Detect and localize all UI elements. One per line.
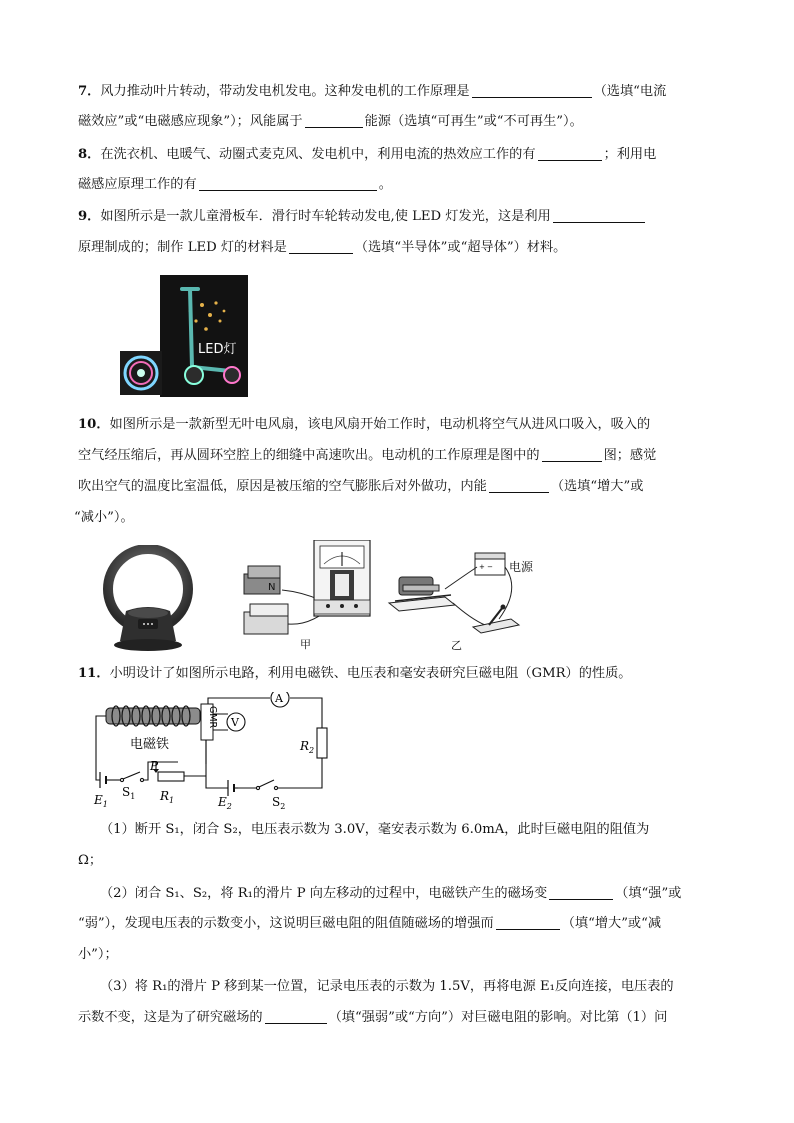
q8-text-1a: 在洗衣机、电暖气、动圈式麦克风、发电机中，利用电流的热效应工作的有: [100, 147, 536, 162]
electromagnet-label: 电磁铁: [130, 737, 170, 752]
q9-blank-2[interactable]: [289, 239, 353, 254]
q8-number: 8．: [78, 147, 101, 162]
q7-line-2: [78, 112, 583, 132]
q8-blank-2[interactable]: [199, 176, 377, 191]
magnet-block: [244, 566, 288, 634]
scooter-rear-wheel: [224, 367, 240, 383]
q8-text-1b: ；利用电: [603, 147, 657, 162]
q7-line-1: [78, 82, 666, 102]
label-jia: 甲: [300, 638, 311, 651]
knife-switch: [473, 605, 519, 633]
q11-blank-1[interactable]: [549, 885, 613, 900]
q8-line-1: [78, 145, 656, 165]
q11-part2-text-2b: （填“增大”或“减: [561, 916, 662, 931]
q10-text-2b: 图；感觉: [603, 448, 657, 463]
q10-line-2: [78, 446, 656, 466]
q11-part2-text-1a: （2）闭合 S₁、S₂，将 R₁的滑片 P 向左移动的过程中，电磁铁产生的磁场变: [100, 886, 548, 901]
q10-number: 10．: [78, 417, 110, 432]
p-label: P: [150, 759, 159, 773]
bladeless-fan-figure: [96, 545, 202, 655]
q11-part1-text: （1）断开 S₁，闭合 S₂，电压表示数为 3.0V，毫安表示数为 6.0mA，此时巨磁电阻的阻值为: [100, 822, 650, 837]
q10-text-4a: “减小”）。: [74, 510, 134, 525]
q11-part2-text-2a: “弱”），发现电压表的示数变小，这说明巨磁电阻的阻值随磁场的增强而: [78, 916, 494, 931]
scooter-figure: [120, 275, 250, 397]
q7-blank-1[interactable]: [472, 83, 592, 98]
q7-number: 7．: [78, 84, 101, 99]
q9-number: 9．: [78, 209, 101, 224]
battery-e1: [100, 772, 106, 788]
q9-text-2b: （选填“半导体”或“超导体”）材料。: [354, 240, 567, 255]
q11-part2-line-2: [78, 914, 661, 934]
q8-text-2b: 。: [378, 177, 392, 192]
e2-label: $E_2$: [218, 795, 232, 810]
q7-text-2a: 磁效应”或“电磁感应现象”）；风能属于: [78, 114, 303, 129]
q10-text-1a: 如图所示是一款新型无叶电风扇，该电风扇开始工作时，电动机将空气从进风口吸入，吸入的: [109, 417, 651, 432]
switch-s1: [120, 772, 143, 782]
q11-part1-line-1: [100, 820, 649, 840]
q9-text-2a: 原理制成的；制作 LED 灯的材料是: [78, 240, 287, 255]
resistor-r2: [317, 728, 327, 758]
e1-label: $E_1$: [94, 793, 108, 809]
q10-text-2a: 空气经压缩后，再从圆环空腔上的细缝中高速吹出。电动机的工作原理是图中的: [78, 448, 540, 463]
q11-line-1: [78, 664, 631, 684]
q7-text-1b: （选填“电流: [593, 84, 667, 99]
q11-part3-text-2a: 示数不变，这是为了研究磁场的: [78, 1010, 263, 1025]
milliammeter-label: A: [275, 692, 283, 705]
voltmeter-label: V: [231, 716, 239, 729]
q10-line-1: [78, 415, 650, 435]
q11-part2-line-3: [78, 945, 118, 965]
scooter-front-wheel: [185, 366, 203, 384]
led-label: LED灯: [198, 342, 237, 357]
q11-number: 11．: [78, 666, 110, 681]
magnet-n-label: N: [268, 582, 276, 593]
q7-text-1a: 风力推动叶片转动，带动发电机发电。这种发电机的工作原理是: [100, 84, 470, 99]
q9-text-1a: 如图所示是一款儿童滑板车．滑行时车轮转动发电,使 LED 灯发光，这是利用: [100, 209, 551, 224]
q10-blank-1[interactable]: [542, 447, 602, 462]
battery-e2: [228, 780, 234, 796]
q8-text-2a: 磁感应原理工作的有: [78, 177, 197, 192]
wire-4: [453, 603, 485, 625]
q11-part2-line-1: [100, 884, 681, 904]
q8-line-2: [78, 175, 392, 195]
wire-3: [445, 567, 477, 589]
q11-blank-3[interactable]: [265, 1009, 327, 1024]
q7-text-2b: 能源（选填“可再生”或“不可再生”）。: [364, 114, 583, 129]
q11-part3-line-1: [100, 977, 674, 997]
q11-part3-text-2b: （填“强弱”或“方向”）对巨磁电阻的影响。对比第（1）问: [328, 1010, 668, 1025]
power-supply-label: 电源: [509, 560, 534, 574]
gmr-label: GMR: [207, 706, 218, 729]
svg-text:+ −: + −: [479, 563, 493, 571]
q10-line-4: [74, 508, 134, 528]
q11-blank-2[interactable]: [496, 915, 560, 930]
q9-blank-1[interactable]: [553, 208, 645, 223]
q11-text-1a: 小明设计了如图所示电路，利用电磁铁、电压表和毫安表研究巨磁电阻（GMR）的性质。: [109, 666, 632, 681]
rail-apparatus: [389, 577, 455, 611]
r2-label: $R_2$: [300, 739, 315, 755]
q11-part1-line-2: [78, 851, 102, 871]
q7-blank-2[interactable]: [305, 113, 363, 128]
q8-blank-1[interactable]: [538, 146, 602, 161]
q11-part3-line-2: [78, 1008, 667, 1028]
q11-part2-text-1b: （填“强”或: [615, 886, 682, 901]
q10-text-3a: 吹出空气的温度比室温低，原因是被压缩的空气膨胀后对外做功，内能: [78, 479, 487, 494]
q10-blank-2[interactable]: [489, 478, 549, 493]
apparatus-jia-figure: [238, 540, 376, 652]
apparatus-yi-figure: [385, 545, 545, 653]
q10-text-3b: （选填“增大”或: [550, 479, 644, 494]
q9-line-1: [78, 207, 647, 227]
q10-line-3: [78, 477, 643, 497]
s2-label: $S_2$: [272, 795, 286, 810]
q11-part1-unit: Ω；: [78, 853, 103, 868]
gmr-circuit-figure: [90, 692, 332, 810]
q11-part3-text-1: （3）将 R₁的滑片 P 移到某一位置，记录电压表的示数为 1.5V，再将电源 E₁反向连接，电压表的: [100, 979, 674, 994]
q9-line-2: [78, 238, 566, 258]
q11-part2-text-3: 小”）；: [78, 947, 118, 962]
s1-label: $S_1$: [122, 785, 136, 801]
rheostat-r1: [158, 772, 184, 781]
switch-s2: [256, 780, 277, 790]
r1-label: $R_1$: [160, 789, 175, 805]
label-yi: 乙: [451, 639, 462, 652]
